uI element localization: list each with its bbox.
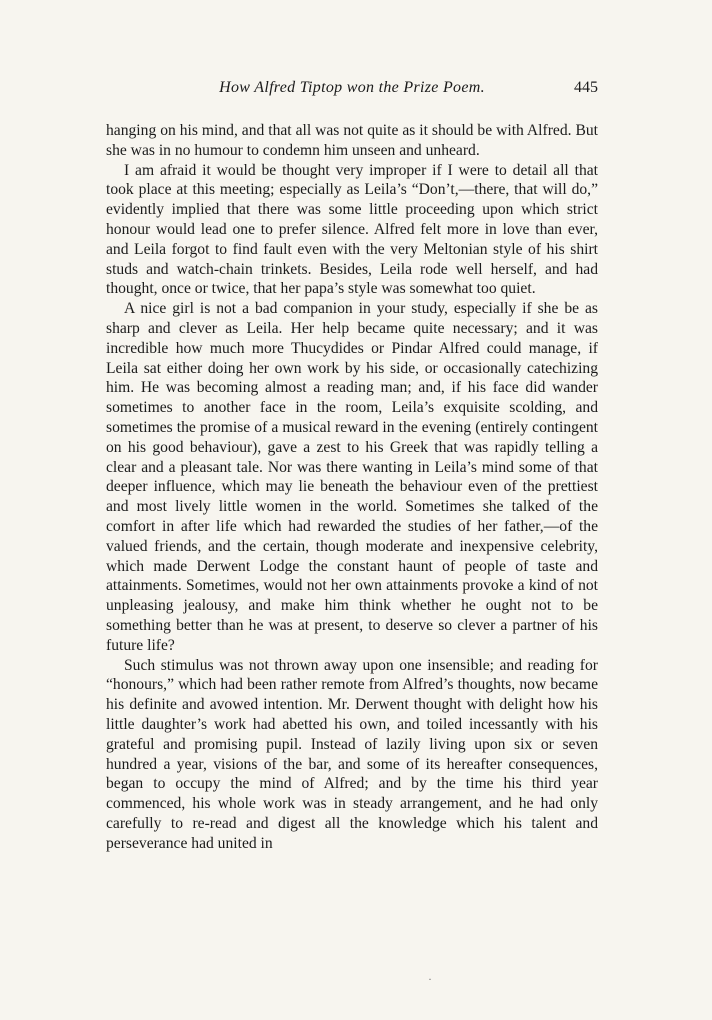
running-head	[106, 79, 598, 101]
print-speck: ·	[428, 972, 432, 986]
page-number: 445	[574, 79, 598, 96]
body-text	[106, 121, 598, 853]
running-title: How Alfred Tiptop won the Prize Poem.	[219, 79, 485, 96]
paragraph-4: Such stimulus was not thrown away upon one insensible; and reading for “honours,” which had been rather remote from Alfred’s thoughts, now became his definite and avowed intention. Mr. Derwent thought with delight how his little daughter’s work had abetted his own, and toiled incessantly with his grateful and promising pupil. Instead of lazily living upon six or seven hundred a year, visions of the bar, and some of its hereafter consequences, began to occupy the mind of Alfred; and by the time his third year commenced, his whole work was in steady arrangement, and he had only carefully to re-read and digest all the knowledge which his talent and perseverance had united in	[106, 656, 598, 852]
paragraph-1: hanging on his mind, and that all was not quite as it should be with Alfred. But she was in no humour to condemn him unseen and unheard.	[106, 122, 598, 159]
paragraph-2: I am afraid it would be thought very improper if I were to detail all that took place at this meeting; especially as Leila’s “Don’t,—there, that will do,” evidently implied that there was some little proceeding upon which strict honour would lead one to prefer silence. Alfred felt more in love than ever, and Leila forgot to find fault even with the very Meltonian style of his shirt studs and watch-chain trinkets. Besides, Leila rode well herself, and had thought, once or twice, that her papa’s style was somewhat too quiet.	[106, 161, 598, 298]
paragraph-3: A nice girl is not a bad companion in your study, especially if she be as sharp and clever as Leila. Her help became quite necessary; and it was incredible how much more Thucydides or Pindar Alfred could manage, if Leila sat either doing her own work by his side, or occasionally catechizing him. He was becoming almost a reading man; and, if his face did wander sometimes to another face in the room, Leila’s exquisite scolding, and sometimes the promise of a musical reward in the evening (entirely contingent on his good behaviour), gave a zest to his Greek that was rapidly telling a clear and a pleasant tale. Nor was there wanting in Leila’s mind some of that deeper influence, which may lie beneath the behaviour even of the prettiest and most lively little women in the world. Sometimes she talked of the comfort in after life which had rewarded the studies of her father,—of the valued friends, and the certain, though moderate and inexpensive celebrity, which made Derwent Lodge the constant haunt of people of taste and attainments. Sometimes, would not her own attainments provoke a kind of not unpleasing jealousy, and make him think whether he ought not to be something better than he was at present, to deserve so clever a partner of his future life?	[106, 300, 598, 654]
